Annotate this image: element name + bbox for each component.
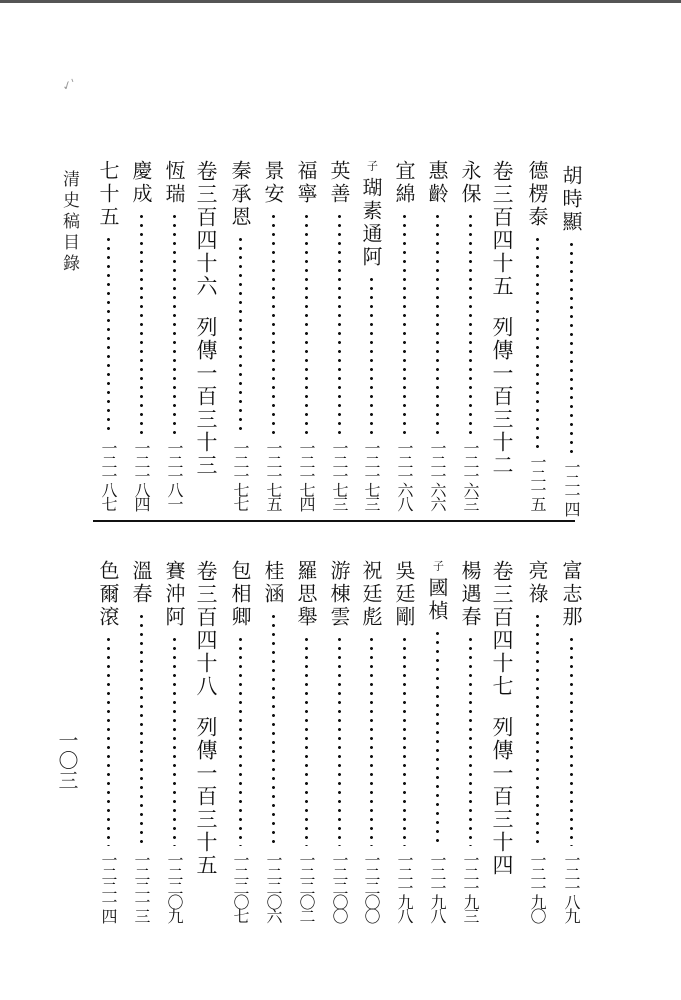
dot-leader xyxy=(456,212,485,434)
entry-page: 一二二一四 xyxy=(99,852,118,922)
entry-name: 惠齡 xyxy=(425,160,449,206)
entry-name: 游棟雲 xyxy=(327,560,351,629)
entry-page: 一二一七七 xyxy=(231,440,250,510)
dot-leader xyxy=(523,612,552,846)
entry-page: 一二二一三 xyxy=(132,852,151,922)
entry-page: 一二一九三 xyxy=(461,852,480,922)
toc-entry xyxy=(324,160,354,510)
dot-leader xyxy=(456,635,485,846)
entry-name: 永保 xyxy=(458,160,482,206)
section-divider xyxy=(93,520,575,522)
entry-page: 一二一八四 xyxy=(132,440,151,510)
toc-entry xyxy=(556,560,586,922)
entry-name: 羅思舉 xyxy=(294,560,318,629)
toc-entry xyxy=(159,560,189,922)
dot-leader xyxy=(160,212,189,434)
toc-entry xyxy=(225,560,255,922)
toc-entry xyxy=(93,560,123,922)
entry-page: 一二一六六 xyxy=(428,440,447,510)
entry-name: 宜綿 xyxy=(392,160,416,206)
toc-entry xyxy=(324,560,354,922)
entry-page: 一二一七三 xyxy=(330,440,349,510)
entry-page: 一二二〇二 xyxy=(297,852,316,922)
entry-name: 吳廷剛 xyxy=(392,560,416,629)
entry-page: 一二二〇六 xyxy=(264,852,283,922)
entry-page: 一二一四 xyxy=(562,459,581,515)
dot-leader xyxy=(390,212,419,434)
dot-leader xyxy=(325,212,354,434)
entry-name: 溫春 xyxy=(129,560,153,606)
relation-marker: 子 xyxy=(431,560,445,571)
dot-leader xyxy=(557,240,586,453)
dot-leader xyxy=(325,635,354,846)
chapter-heading xyxy=(487,560,517,877)
biography-section: 列傳一百三十二 xyxy=(490,316,514,477)
entry-page: 一二一六八 xyxy=(395,440,414,510)
toc-entry xyxy=(93,160,123,510)
dot-leader xyxy=(94,635,123,846)
dot-leader xyxy=(292,635,321,846)
volume-number: 卷三百四十六 xyxy=(194,160,218,298)
toc-entry xyxy=(389,560,419,922)
entry-page: 一二一五 xyxy=(528,454,547,510)
dot-leader xyxy=(390,635,419,846)
dot-leader xyxy=(292,212,321,434)
dot-leader xyxy=(259,212,288,434)
entry-page: 一二一七四 xyxy=(297,440,316,510)
entry-name: 國楨 xyxy=(425,577,449,623)
entry-name: 慶成 xyxy=(129,160,153,206)
entry-page: 一二一八九 xyxy=(562,852,581,922)
entry-name: 色爾滾 xyxy=(96,560,120,629)
entry-name: 七十五 xyxy=(96,160,120,229)
dot-leader xyxy=(423,212,452,434)
dot-leader xyxy=(127,612,156,846)
toc-entry xyxy=(455,560,485,922)
toc-entry xyxy=(356,560,386,922)
dot-leader xyxy=(357,635,386,846)
chapter-heading xyxy=(487,160,517,477)
dot-leader xyxy=(94,235,123,434)
dot-leader xyxy=(357,275,386,434)
toc-entry xyxy=(455,160,485,510)
volume-number: 卷三百四十八 xyxy=(194,560,218,698)
relation-marker: 子 xyxy=(365,160,379,171)
entry-page: 一二二〇九 xyxy=(165,852,184,922)
toc-entry xyxy=(258,160,288,510)
toc-entry xyxy=(291,560,321,922)
entry-name: 賽沖阿 xyxy=(162,560,186,629)
entry-page: 一二二〇〇 xyxy=(362,852,381,922)
entry-name: 秦承恩 xyxy=(228,160,252,229)
dot-leader xyxy=(523,235,552,448)
entry-name: 胡時顯 xyxy=(559,165,583,234)
entry-name: 景安 xyxy=(261,160,285,206)
entry-name: 亮祿 xyxy=(525,560,549,606)
entry-name: 恆瑞 xyxy=(162,160,186,206)
entry-name: 瑚素通阿 xyxy=(359,177,383,269)
toc-entry xyxy=(159,160,189,510)
entry-page: 一二一八一 xyxy=(165,440,184,510)
toc-entry xyxy=(291,160,321,510)
volume-number: 卷三百四十五 xyxy=(490,160,514,298)
toc-entry xyxy=(258,560,288,922)
page-blemish: ✓' xyxy=(60,76,78,94)
entry-name: 富志那 xyxy=(559,560,583,629)
entry-page: 一二一九八 xyxy=(428,852,447,922)
running-header: 清史稿目錄 xyxy=(59,170,79,275)
toc-entry xyxy=(522,160,552,510)
toc-entry xyxy=(522,560,552,922)
entry-name: 福寧 xyxy=(294,160,318,206)
entry-name: 楊遇春 xyxy=(458,560,482,629)
biography-section: 列傳一百三十四 xyxy=(490,716,514,877)
toc-entry xyxy=(422,560,452,922)
toc-entry xyxy=(356,160,386,510)
entry-name: 英善 xyxy=(327,160,351,206)
entry-page: 一二二〇〇 xyxy=(330,852,349,922)
dot-leader xyxy=(226,235,255,434)
toc-entry xyxy=(556,165,586,515)
chapter-heading xyxy=(191,160,221,477)
page-number: 一〇三 xyxy=(55,730,79,790)
entry-name: 包相卿 xyxy=(228,560,252,629)
biography-section: 列傳一百三十五 xyxy=(194,716,218,877)
dot-leader xyxy=(259,612,288,846)
toc-entry xyxy=(389,160,419,510)
dot-leader xyxy=(423,629,452,846)
entry-name: 桂涵 xyxy=(261,560,285,606)
toc-entry xyxy=(422,160,452,510)
entry-page: 一二一九〇 xyxy=(528,852,547,922)
entry-page: 一二一七五 xyxy=(264,440,283,510)
biography-section: 列傳一百三十三 xyxy=(194,316,218,477)
dot-leader xyxy=(160,635,189,846)
entry-name: 德楞泰 xyxy=(525,160,549,229)
toc-entry xyxy=(126,160,156,510)
entry-page: 一二一七三 xyxy=(362,440,381,510)
top-border xyxy=(0,0,681,3)
dot-leader xyxy=(226,635,255,846)
entry-page: 一二二〇七 xyxy=(231,852,250,922)
volume-number: 卷三百四十七 xyxy=(490,560,514,698)
entry-page: 一二一六三 xyxy=(461,440,480,510)
chapter-heading xyxy=(191,560,221,877)
entry-page: 一二一九八 xyxy=(395,852,414,922)
dot-leader xyxy=(557,635,586,846)
toc-entry xyxy=(225,160,255,510)
dot-leader xyxy=(127,212,156,434)
toc-entry xyxy=(126,560,156,922)
entry-page: 一二一八七 xyxy=(99,440,118,510)
entry-name: 祝廷彪 xyxy=(359,560,383,629)
